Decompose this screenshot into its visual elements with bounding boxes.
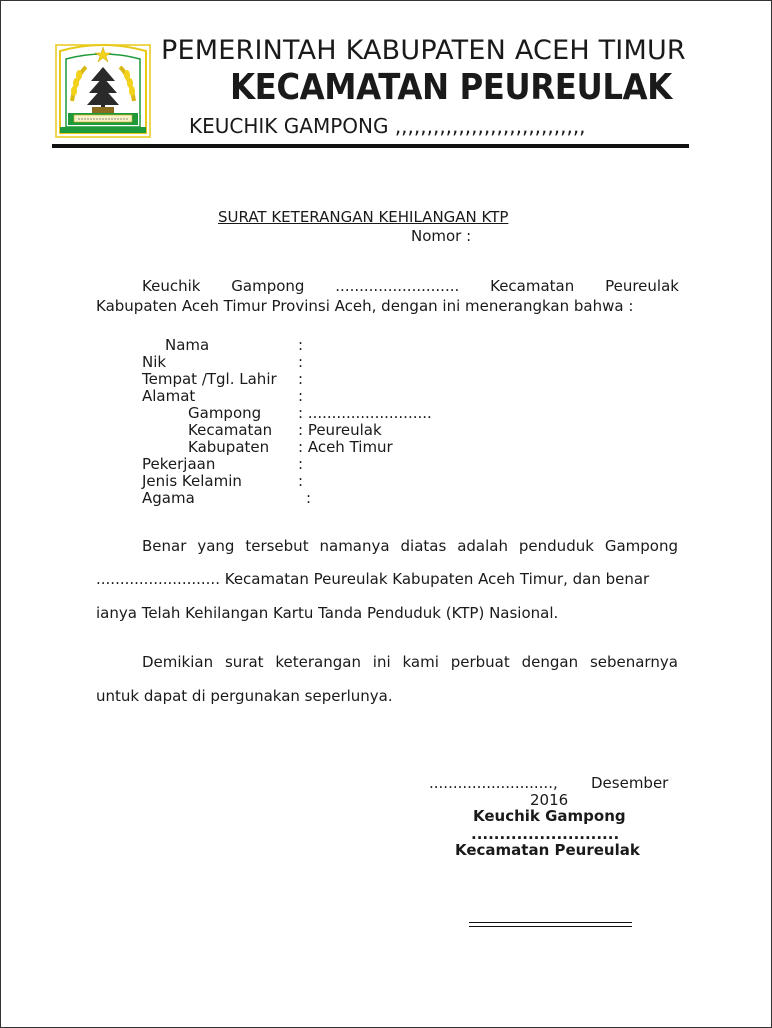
para1-word: penduduk	[518, 537, 594, 555]
signature-role: Keuchik Gampong	[473, 807, 626, 825]
para1-word: Benar	[142, 537, 187, 555]
field-jk-label: Jenis Kelamin	[142, 472, 242, 490]
para2-word: perbuat	[450, 653, 510, 671]
field-kabupaten-value: : Aceh Timur	[298, 438, 393, 456]
header-rule	[52, 144, 689, 148]
document-title: SURAT KETERANGAN KEHILANGAN KTP	[218, 208, 509, 226]
intro-word: ..........................	[335, 277, 460, 295]
para1-word: namanya	[319, 537, 390, 555]
field-gampong-value: : ..........................	[298, 404, 432, 422]
para1-word: adalah	[457, 537, 508, 555]
field-pekerjaan-label: Pekerjaan	[142, 455, 216, 473]
signature-office: Kecamatan Peureulak	[455, 841, 640, 859]
intro-word: Keuchik	[142, 277, 201, 295]
field-nik-value: :	[298, 353, 304, 371]
para1-word: Gampong	[604, 537, 678, 555]
field-kecamatan-label: Kecamatan	[188, 421, 273, 439]
aceh-timur-emblem-icon	[52, 41, 154, 141]
signature-month: Desember	[591, 774, 669, 792]
field-ttl-value: :	[298, 370, 304, 388]
document-number: Nomor :	[411, 227, 472, 245]
para2-line-1	[142, 653, 678, 671]
intro-line-1	[142, 277, 679, 295]
field-nama-value: :	[298, 336, 304, 354]
intro-word: Kecamatan	[490, 277, 575, 295]
field-nama-label: Nama	[165, 336, 210, 354]
field-agama-value: :	[306, 489, 312, 507]
field-gampong-label: Gampong	[188, 404, 262, 422]
field-pekerjaan-value: :	[298, 455, 304, 473]
para2-word: kami	[402, 653, 439, 671]
para2-word: surat	[224, 653, 264, 671]
para2-word: dengan	[521, 653, 579, 671]
para2-word: Demikian	[142, 653, 214, 671]
field-kecamatan-value: : Peureulak	[298, 421, 382, 439]
field-alamat-label: Alamat	[142, 387, 196, 405]
para1-line-1	[142, 537, 678, 555]
para1-line-2: .......................... Kecamatan Peureulak Kabupaten Aceh Timur, dan benar	[96, 570, 650, 588]
field-nik-label: Nik	[142, 353, 167, 371]
field-agama-label: Agama	[142, 489, 195, 507]
header-village-head: KEUCHIK GAMPONG ,,,,,,,,,,,,,,,,,,,,,,,,,,,,,,	[189, 114, 586, 138]
field-ttl-label: Tempat /Tgl. Lahir	[142, 370, 277, 388]
signature-line-bottom	[469, 926, 632, 927]
intro-word: Peureulak	[605, 277, 679, 295]
para2-word: sebenarnya	[589, 653, 678, 671]
para2-word: ini	[372, 653, 391, 671]
header-district: KECAMATAN PEUREULAK	[230, 67, 672, 108]
para2-word: keterangan	[275, 653, 361, 671]
signature-dots: ..........................	[471, 825, 620, 843]
para1-word: diatas	[400, 537, 447, 555]
para1-word: yang	[197, 537, 235, 555]
para1-word: tersebut	[245, 537, 309, 555]
signature-place: ..........................,	[429, 774, 558, 792]
field-jk-value: :	[298, 472, 304, 490]
signature-line-top	[469, 922, 632, 923]
intro-word: Gampong	[231, 277, 305, 295]
field-alamat-value: :	[298, 387, 304, 405]
para2-line-2: untuk dapat di pergunakan seperlunya.	[96, 687, 393, 705]
signature-year: 2016	[530, 791, 569, 809]
para1-line-3: ianya Telah Kehilangan Kartu Tanda Penduduk (KTP) Nasional.	[96, 604, 559, 622]
intro-line-2: Kabupaten Aceh Timur Provinsi Aceh, dengan ini menerangkan bahwa :	[96, 297, 634, 315]
header-government: PEMERINTAH KABUPATEN ACEH TIMUR	[161, 35, 686, 66]
field-kabupaten-label: Kabupaten	[188, 438, 270, 456]
